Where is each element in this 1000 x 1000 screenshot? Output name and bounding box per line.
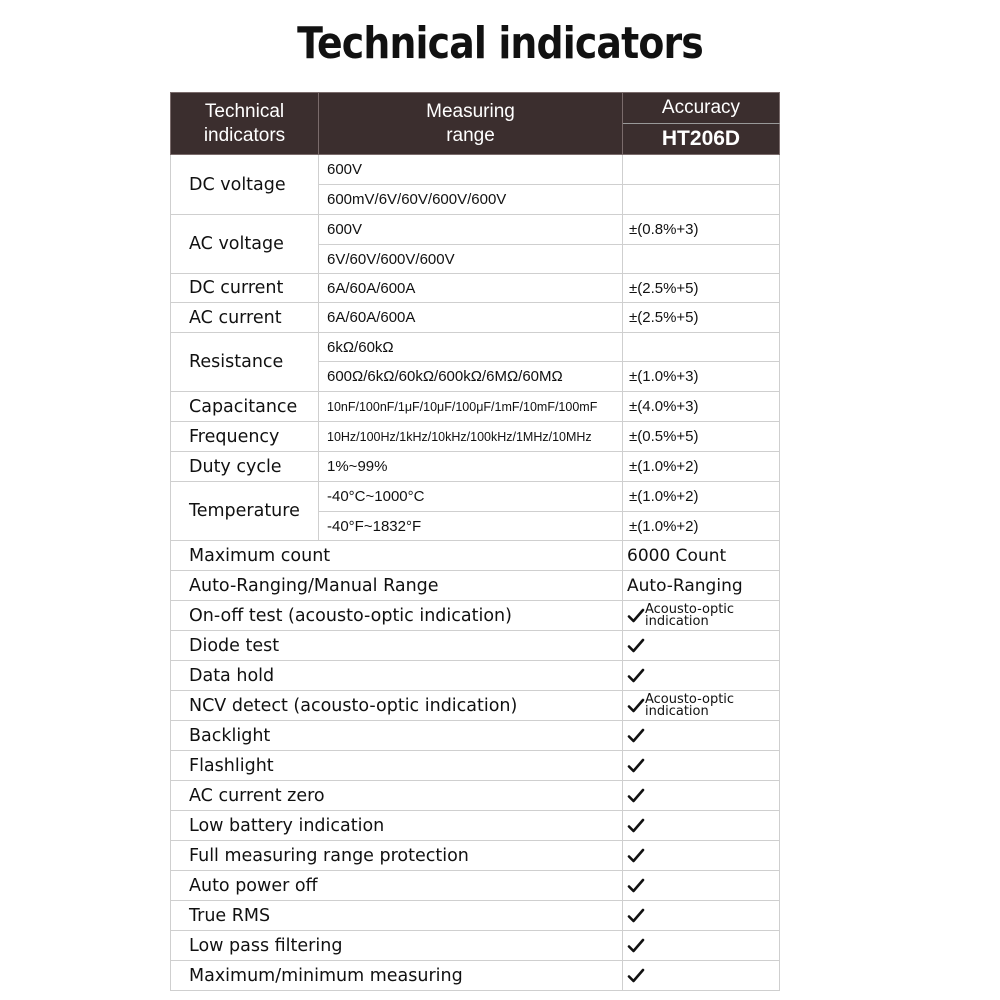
measurement-label: AC voltage bbox=[171, 215, 319, 274]
feature-note-line: indication bbox=[645, 613, 709, 629]
feature-value bbox=[623, 931, 780, 961]
feature-value bbox=[623, 691, 780, 721]
measurement-label: Frequency bbox=[171, 422, 319, 452]
feature-row bbox=[171, 931, 780, 961]
feature-value bbox=[623, 751, 780, 781]
measurement-label: AC current bbox=[171, 303, 319, 333]
page-title: Technical indicators bbox=[297, 18, 703, 69]
accuracy-cell bbox=[623, 185, 780, 215]
accuracy-cell: ±(1.0%+3) bbox=[623, 362, 780, 392]
range-cell: 6V/60V/600V/600V bbox=[319, 245, 623, 274]
feature-row bbox=[171, 661, 780, 691]
feature-row bbox=[171, 901, 780, 931]
feature-label: Data hold bbox=[171, 661, 623, 691]
header-range: Measuring range bbox=[319, 93, 623, 155]
accuracy-cell: ±(1.0%+2) bbox=[623, 452, 780, 482]
check-icon bbox=[627, 607, 645, 625]
feature-row bbox=[171, 841, 780, 871]
header-indicators: Technical indicators bbox=[171, 93, 319, 155]
feature-row bbox=[171, 871, 780, 901]
feature-value bbox=[623, 871, 780, 901]
accuracy-cell: ±(2.5%+5) bbox=[623, 274, 780, 303]
check-icon bbox=[627, 667, 645, 685]
feature-label: Backlight bbox=[171, 721, 623, 751]
feature-label: Diode test bbox=[171, 631, 623, 661]
range-cell: 6A/60A/600A bbox=[319, 274, 623, 303]
check-icon bbox=[627, 847, 645, 865]
measurement-label: Resistance bbox=[171, 333, 319, 392]
feature-label: NCV detect (acousto-optic indication) bbox=[171, 691, 623, 721]
accuracy-cell: ±(0.5%+5) bbox=[623, 422, 780, 452]
feature-value bbox=[623, 781, 780, 811]
measurement-label: Temperature bbox=[171, 482, 319, 541]
accuracy-cell: ±(2.5%+5) bbox=[623, 303, 780, 333]
feature-value bbox=[623, 661, 780, 691]
check-icon bbox=[627, 697, 645, 715]
feature-row bbox=[171, 721, 780, 751]
accuracy-cell: ±(4.0%+3) bbox=[623, 392, 780, 422]
accuracy-cell bbox=[623, 245, 780, 274]
feature-note-line: Acousto-optic bbox=[645, 691, 735, 707]
feature-row bbox=[171, 571, 780, 601]
feature-label: Flashlight bbox=[171, 751, 623, 781]
feature-note bbox=[645, 691, 735, 719]
feature-note-line: indication bbox=[645, 703, 709, 719]
range-cell: 1%~99% bbox=[319, 452, 623, 482]
check-icon bbox=[627, 787, 645, 805]
feature-value-text: 6000 Count bbox=[627, 545, 727, 566]
feature-row bbox=[171, 811, 780, 841]
range-cell: 600Ω/6kΩ/60kΩ/600kΩ/6MΩ/60MΩ bbox=[319, 362, 623, 392]
feature-value bbox=[623, 811, 780, 841]
range-cell: 600V bbox=[319, 215, 623, 245]
check-icon bbox=[627, 637, 645, 655]
range-cell: 6kΩ/60kΩ bbox=[319, 333, 623, 362]
feature-label: True RMS bbox=[171, 901, 623, 931]
range-cell: 600V bbox=[319, 155, 623, 185]
feature-label: On-off test (acousto-optic indication) bbox=[171, 601, 623, 631]
spec-table bbox=[170, 92, 780, 991]
measurement-label: DC voltage bbox=[171, 155, 319, 215]
measurement-label: Duty cycle bbox=[171, 452, 319, 482]
feature-label: Full measuring range protection bbox=[171, 841, 623, 871]
feature-value bbox=[623, 721, 780, 751]
range-cell: 10nF/100nF/1μF/10μF/100μF/1mF/10mF/100mF bbox=[319, 392, 623, 422]
check-icon bbox=[627, 967, 645, 985]
range-cell: 600mV/6V/60V/600V/600V bbox=[319, 185, 623, 215]
feature-value bbox=[623, 541, 780, 571]
accuracy-cell bbox=[623, 155, 780, 185]
feature-label: Maximum count bbox=[171, 541, 623, 571]
feature-value bbox=[623, 631, 780, 661]
feature-row bbox=[171, 961, 780, 991]
feature-row bbox=[171, 541, 780, 571]
feature-row bbox=[171, 751, 780, 781]
range-cell: -40°F~1832°F bbox=[319, 512, 623, 541]
feature-label: Auto-Ranging/Manual Range bbox=[171, 571, 623, 601]
feature-label: Auto power off bbox=[171, 871, 623, 901]
feature-label: Low battery indication bbox=[171, 811, 623, 841]
range-cell: 10Hz/100Hz/1kHz/10kHz/100kHz/1MHz/10MHz bbox=[319, 422, 623, 452]
feature-value bbox=[623, 841, 780, 871]
feature-value-text: Auto-Ranging bbox=[627, 575, 743, 596]
header-accuracy: Accuracy bbox=[623, 93, 780, 124]
accuracy-cell bbox=[623, 333, 780, 362]
range-cell: -40°C~1000°C bbox=[319, 482, 623, 512]
check-icon bbox=[627, 817, 645, 835]
feature-label: Low pass filtering bbox=[171, 931, 623, 961]
check-icon bbox=[627, 757, 645, 775]
check-icon bbox=[627, 877, 645, 895]
accuracy-cell: ±(1.0%+2) bbox=[623, 482, 780, 512]
check-icon bbox=[627, 727, 645, 745]
feature-note bbox=[645, 601, 735, 629]
feature-label: AC current zero bbox=[171, 781, 623, 811]
feature-row bbox=[171, 781, 780, 811]
measurement-label: Capacitance bbox=[171, 392, 319, 422]
measurement-label: DC current bbox=[171, 274, 319, 303]
feature-label: Maximum/minimum measuring bbox=[171, 961, 623, 991]
range-cell: 6A/60A/600A bbox=[319, 303, 623, 333]
check-icon bbox=[627, 907, 645, 925]
feature-row bbox=[171, 691, 780, 721]
feature-value bbox=[623, 601, 780, 631]
accuracy-cell: ±(0.8%+3) bbox=[623, 215, 780, 245]
header-model: HT206D bbox=[623, 124, 780, 155]
feature-value bbox=[623, 901, 780, 931]
feature-row bbox=[171, 601, 780, 631]
check-icon bbox=[627, 937, 645, 955]
feature-note-line: Acousto-optic bbox=[645, 601, 735, 617]
feature-value bbox=[623, 571, 780, 601]
accuracy-cell: ±(1.0%+2) bbox=[623, 512, 780, 541]
feature-row bbox=[171, 631, 780, 661]
feature-value bbox=[623, 961, 780, 991]
